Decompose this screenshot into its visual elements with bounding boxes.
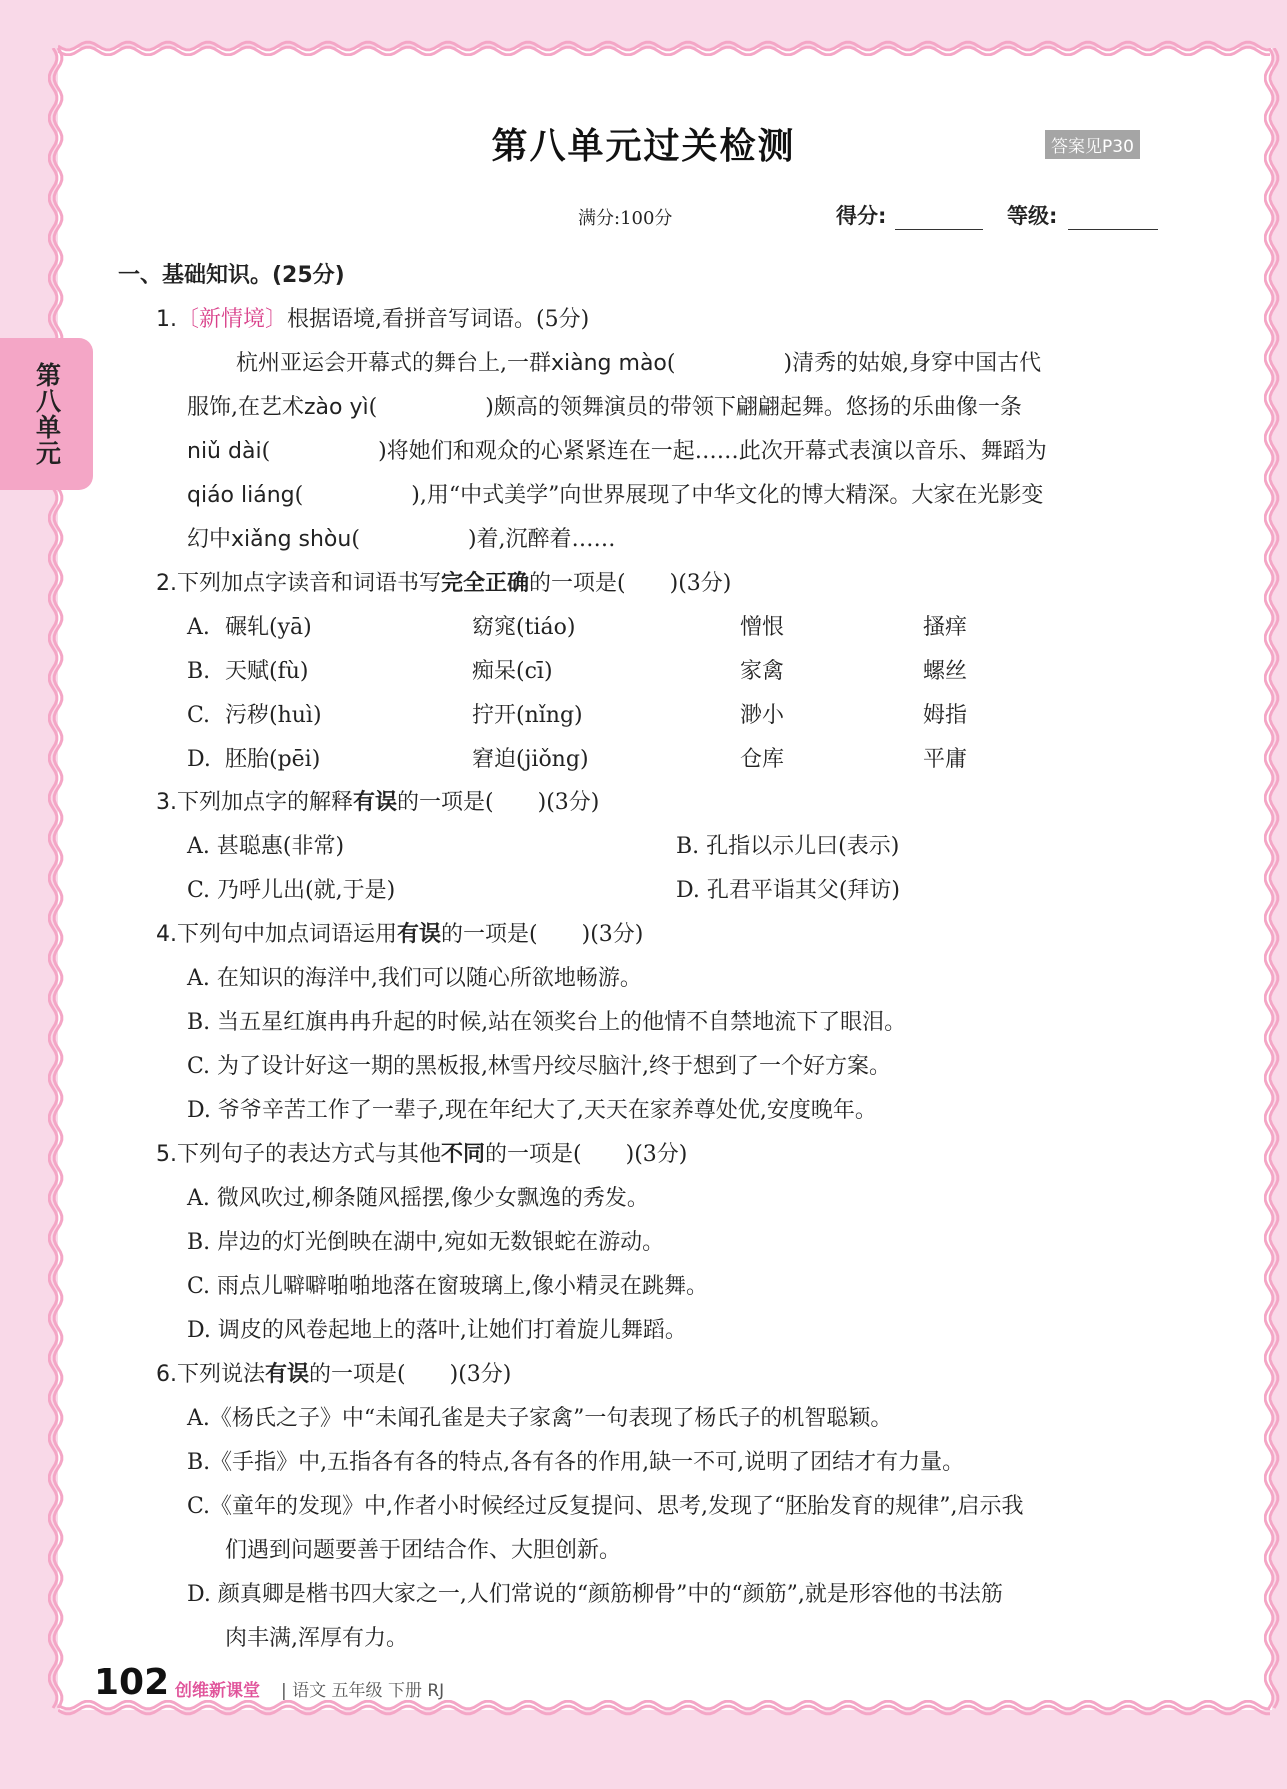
question-text: 的一项是( — [309, 1362, 406, 1387]
score-label: 得分: — [836, 204, 887, 228]
passage-text: 着,沉醉着…… — [476, 527, 616, 552]
option-c-line-2: 们遇到问题要善于团结合作、大胆创新。 — [225, 1538, 622, 1563]
emphasis-text: 有误 — [397, 922, 442, 947]
question-text: 的一项是( — [397, 790, 494, 815]
option-c[interactable]: C. 为了设计好这一期的黑板报,林雪丹绞尽脑汁,终于想到了一个好方案。 — [187, 1054, 892, 1079]
emphasis-text: 完全正确 — [441, 571, 530, 596]
answer-reference-badge: 答案见P30 — [1045, 130, 1140, 159]
question-4-stem — [156, 920, 643, 950]
option-b[interactable]: B. 当五星红旗冉冉升起的时候,站在领奖台上的他情不自禁地流下了眼泪。 — [187, 1010, 907, 1035]
option-a[interactable]: A. 甚聪惠(非常) — [187, 834, 345, 859]
page-title: 第八单元过关检测 — [491, 126, 796, 167]
option-word: 痴呆(cī) — [472, 659, 553, 684]
full-score-text: 满分:100分 — [578, 208, 673, 229]
option-word: 窘迫(jiǒng) — [472, 747, 589, 772]
passage-line-1: 杭州亚运会开幕式的舞台上,一群xiàng mào( )清秀的姑娘,身穿中国古代 — [236, 351, 1042, 376]
passage-text: 颇高的领舞演员的带领下翩翩起舞。悠扬的乐曲像一条 — [493, 395, 1022, 420]
option-word: 天赋(fù) — [225, 659, 309, 684]
wave-border-left — [48, 48, 64, 1710]
emphasis-text: 不同 — [441, 1142, 486, 1167]
option-word: 姆指 — [923, 703, 968, 728]
passage-text: 幻中 — [187, 527, 232, 552]
option-word: 平庸 — [923, 747, 968, 772]
question-text: 下列说法 — [177, 1362, 266, 1387]
option-word: 仓库 — [740, 747, 785, 772]
option-d[interactable]: D. 孔君平诣其父(拜访) — [676, 878, 901, 903]
question-text: 下列句子的表达方式与其他 — [177, 1142, 442, 1167]
footer-book-info: | 语文 五年级 下册 RJ — [281, 1681, 445, 1701]
passage-line-3: niǔ dài( )将她们和观众的心紧紧连在一起……此次开幕式表演以音乐、舞蹈为 — [187, 439, 1047, 464]
wave-border-bottom — [58, 1700, 1272, 1716]
option-b[interactable]: B. 岸边的灯光倒映在湖中,宛如无数银蛇在游动。 — [187, 1230, 665, 1255]
section-heading: 一、基础知识。(25分) — [118, 263, 345, 288]
question-text: 下列句中加点词语运用 — [177, 922, 398, 947]
question-score: )(3分) — [449, 1362, 512, 1387]
option-c[interactable]: C. 雨点儿噼噼啪啪地落在窗玻璃上,像小精灵在跳舞。 — [187, 1274, 709, 1299]
emphasis-text: 有误 — [353, 790, 398, 815]
question-score: )(3分) — [625, 1142, 688, 1167]
option-label[interactable]: A. — [187, 615, 210, 640]
option-word: 渺小 — [740, 703, 785, 728]
question-3-stem — [156, 788, 599, 818]
side-tab-unit — [0, 338, 93, 490]
grade-label: 等级: — [1007, 204, 1058, 228]
question-text: 的一项是( — [441, 922, 538, 947]
option-a[interactable]: A.《杨氏之子》中“未闻孔雀是夫子家禽”一句表现了杨氏子的机智聪颖。 — [187, 1406, 893, 1431]
option-word: 拧开(nǐng) — [472, 703, 583, 728]
question-score: )(3分) — [669, 571, 732, 596]
option-b[interactable]: B.《手指》中,五指各有各的特点,各有各的作用,缺一不可,说明了团结才有力量。 — [187, 1450, 965, 1475]
option-word: 胚胎(pēi) — [225, 747, 321, 772]
question-text: 的一项是( — [485, 1142, 582, 1167]
question-6-stem — [156, 1360, 511, 1390]
option-label[interactable]: B. — [187, 659, 211, 684]
question-number: 3. — [156, 790, 177, 815]
question-text: 的一项是( — [529, 571, 626, 596]
option-word: 家禽 — [740, 659, 785, 684]
option-b[interactable]: B. 孔指以示儿曰(表示) — [676, 834, 900, 859]
option-d-line-2: 肉丰满,浑厚有力。 — [225, 1626, 408, 1651]
question-5-stem — [156, 1140, 687, 1170]
question-text: 下列加点字的解释 — [177, 790, 354, 815]
wave-border-top — [58, 40, 1272, 56]
option-word: 污秽(huì) — [225, 703, 322, 728]
question-number: 1. — [156, 307, 177, 332]
wave-border-right — [1264, 48, 1280, 1710]
question-number: 4. — [156, 922, 177, 947]
option-d[interactable]: D. 调皮的风卷起地上的落叶,让她们打着旋儿舞蹈。 — [187, 1318, 687, 1343]
question-score: )(3分) — [537, 790, 600, 815]
question-number: 6. — [156, 1362, 177, 1387]
question-score: )(3分) — [581, 922, 644, 947]
option-c-line-1[interactable]: C.《童年的发现》中,作者小时候经过反复提问、思考,发现了“胚胎发育的规律”,启示我 — [187, 1494, 1024, 1519]
passage-line-5: 幻中xiǎng shòu( )着,沉醉着…… — [187, 527, 616, 552]
emphasis-text: 有误 — [265, 1362, 310, 1387]
pinyin-prompt: zào yì — [304, 395, 369, 420]
score-blank[interactable] — [895, 229, 983, 230]
passage-text: 杭州亚运会开幕式的舞台上,一群 — [236, 351, 551, 376]
passage-line-4: qiáo liáng( ),用“中式美学”向世界展现了中华文化的博大精深。大家在光影变 — [187, 483, 1044, 508]
option-d[interactable]: D. 爷爷辛苦工作了一辈子,现在年纪大了,天天在家养尊处优,安度晚年。 — [187, 1098, 877, 1123]
option-word: 碾轧(yā) — [225, 615, 312, 640]
passage-text: ,用“中式美学”向世界展现了中华文化的博大精深。大家在光影变 — [419, 483, 1044, 508]
question-number: 2. — [156, 571, 177, 596]
passage-text: 将她们和观众的心紧紧连在一起……此次开幕式表演以音乐、舞蹈为 — [386, 439, 1047, 464]
footer-brand: 创维新课堂 — [175, 1681, 260, 1701]
question-1-stem — [156, 305, 589, 335]
passage-text: 服饰,在艺术 — [187, 395, 304, 420]
new-context-tag: 〔新情境〕 — [177, 307, 288, 332]
option-word: 窈窕(tiáo) — [472, 615, 576, 640]
pinyin-prompt: qiáo liáng — [187, 483, 295, 508]
question-number: 5. — [156, 1142, 177, 1167]
grade-blank[interactable] — [1068, 229, 1158, 230]
question-text: 下列加点字读音和词语书写 — [177, 571, 442, 596]
pinyin-prompt: xiàng mào — [551, 351, 667, 376]
option-word: 搔痒 — [923, 615, 968, 640]
option-label[interactable]: D. — [187, 747, 211, 772]
option-a[interactable]: A. 在知识的海洋中,我们可以随心所欲地畅游。 — [187, 966, 642, 991]
option-c[interactable]: C. 乃呼儿出(就,于是) — [187, 878, 396, 903]
option-label[interactable]: C. — [187, 703, 211, 728]
pinyin-prompt: niǔ dài — [187, 439, 262, 464]
option-word: 憎恨 — [740, 615, 785, 640]
passage-text: 清秀的姑娘,身穿中国古代 — [792, 351, 1042, 376]
question-2-stem — [156, 569, 731, 599]
passage-line-2: 服饰,在艺术zào yì( )颇高的领舞演员的带领下翩翩起舞。悠扬的乐曲像一条 — [187, 395, 1022, 420]
option-word: 螺丝 — [923, 659, 968, 684]
side-tab-label: 第八单元 — [32, 362, 62, 466]
option-a[interactable]: A. 微风吹过,柳条随风摇摆,像少女飘逸的秀发。 — [187, 1186, 649, 1211]
page-number: 102 — [94, 1662, 170, 1703]
question-text: 根据语境,看拼音写词语。(5分) — [287, 307, 590, 332]
option-d-line-1[interactable]: D. 颜真卿是楷书四大家之一,人们常说的“颜筋柳骨”中的“颜筋”,就是形容他的书法筋 — [187, 1582, 1003, 1607]
pinyin-prompt: xiǎng shòu — [231, 527, 352, 552]
